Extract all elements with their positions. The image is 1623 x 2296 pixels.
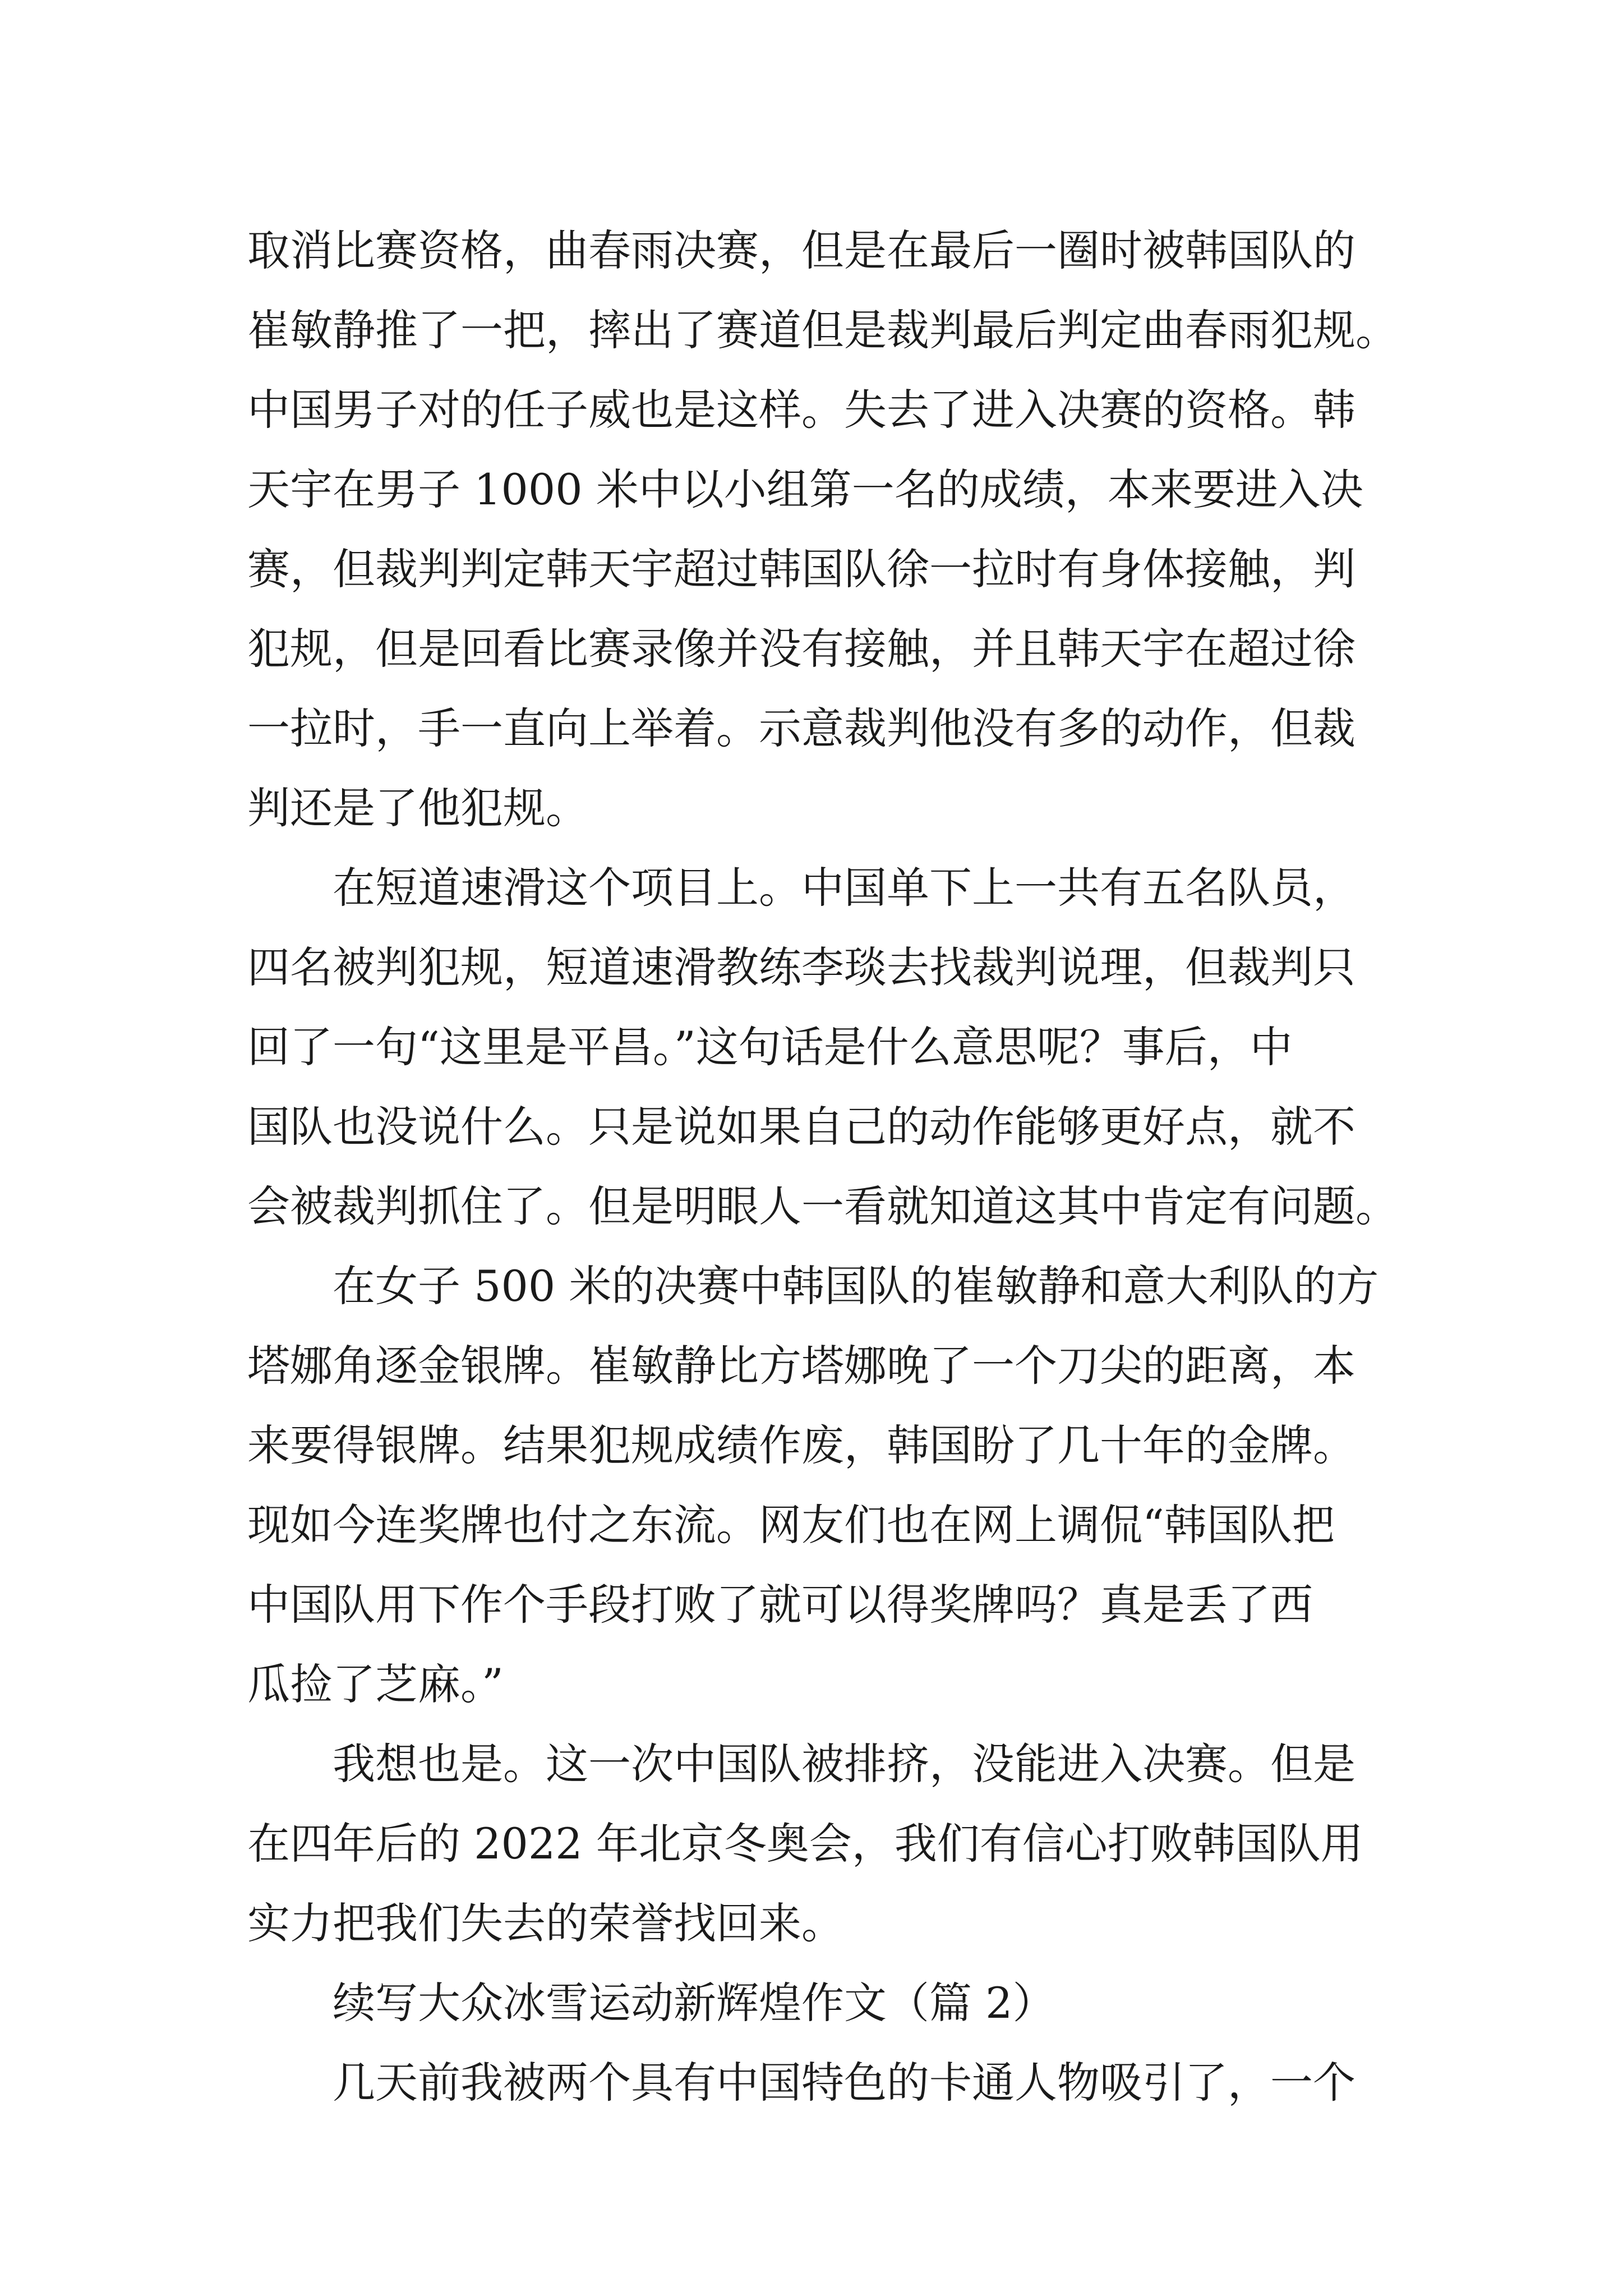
text-line: 塔娜角逐金银牌。崔敏静比方塔娜晚了一个刀尖的距离，本: [247, 1341, 1355, 1391]
text-line: 现如今连奖牌也付之东流。网友们也在网上调侃“韩国队把: [247, 1500, 1335, 1550]
paragraph-2: [247, 848, 1398, 1246]
section-heading: [247, 1963, 1380, 2043]
text-line: 中国队用下作个手段打败了就可以得奖牌吗？真是丢了西: [247, 1580, 1313, 1630]
text-line: 来要得银牌。结果犯规成绩作废，韩国盼了几十年的金牌。: [247, 1420, 1355, 1470]
text-line: 判还是了他犯规。: [247, 783, 588, 833]
document-body: [247, 211, 1398, 2123]
text-line: 崔敏静推了一把，摔出了赛道但是裁判最后判定曲春雨犯规。: [247, 305, 1398, 355]
text-line: 实力把我们失去的荣誉找回来。: [247, 1898, 844, 1948]
text-line: 几天前我被两个具有中国特色的卡通人物吸引了，一个: [333, 2058, 1355, 2108]
text-line: 会被裁判抓住了。但是明眼人一看就知道这其中肯定有问题。: [247, 1181, 1398, 1231]
text-line: 国队也没说什么。只是说如果自己的动作能够更好点，就不: [247, 1102, 1355, 1152]
text-line: 赛，但裁判判定韩天宇超过韩国队徐一拉时有身体接触，判: [247, 544, 1355, 594]
paragraph-5: [247, 2043, 1380, 2123]
text-line: 我想也是。这一次中国队被排挤，没能进入决赛。但是: [333, 1739, 1355, 1789]
text-line: 一拉时，手一直向上举着。示意裁判他没有多的动作，但裁: [247, 703, 1355, 753]
text-line: 在短道速滑这个项目上。中国单下上一共有五名队员，: [333, 863, 1355, 913]
text-line: 回了一句“这里是平昌。”这句话是什么意思呢？事后，中: [247, 1022, 1293, 1072]
paragraph-3: [247, 1246, 1380, 1724]
text-line: 四名被判犯规，短道速滑教练李琰去找裁判说理，但裁判只: [247, 942, 1355, 992]
text-line: 在四年后的 2022 年北京冬奥会，我们有信心打败韩国队用: [247, 1819, 1363, 1869]
text-line: 取消比赛资格，曲春雨决赛，但是在最后一圈时被韩国队的: [247, 226, 1355, 275]
text-line: 天宇在男子 1000 米中以小组第一名的成绩，本来要进入决: [247, 464, 1363, 514]
text-line: 中国男子对的任子威也是这样。失去了进入决赛的资格。韩: [247, 385, 1355, 435]
paragraph-4: [247, 1724, 1380, 1963]
paragraph-1: [247, 211, 1398, 848]
heading-line: 续写大众冰雪运动新辉煌作文（篇 2）: [333, 1978, 1055, 2028]
text-line: 瓜捡了芝麻。”: [247, 1659, 504, 1709]
text-line: 犯规，但是回看比赛录像并没有接触，并且韩天宇在超过徐: [247, 624, 1355, 674]
text-line: 在女子 500 米的决赛中韩国队的崔敏静和意大利队的方: [333, 1261, 1379, 1311]
